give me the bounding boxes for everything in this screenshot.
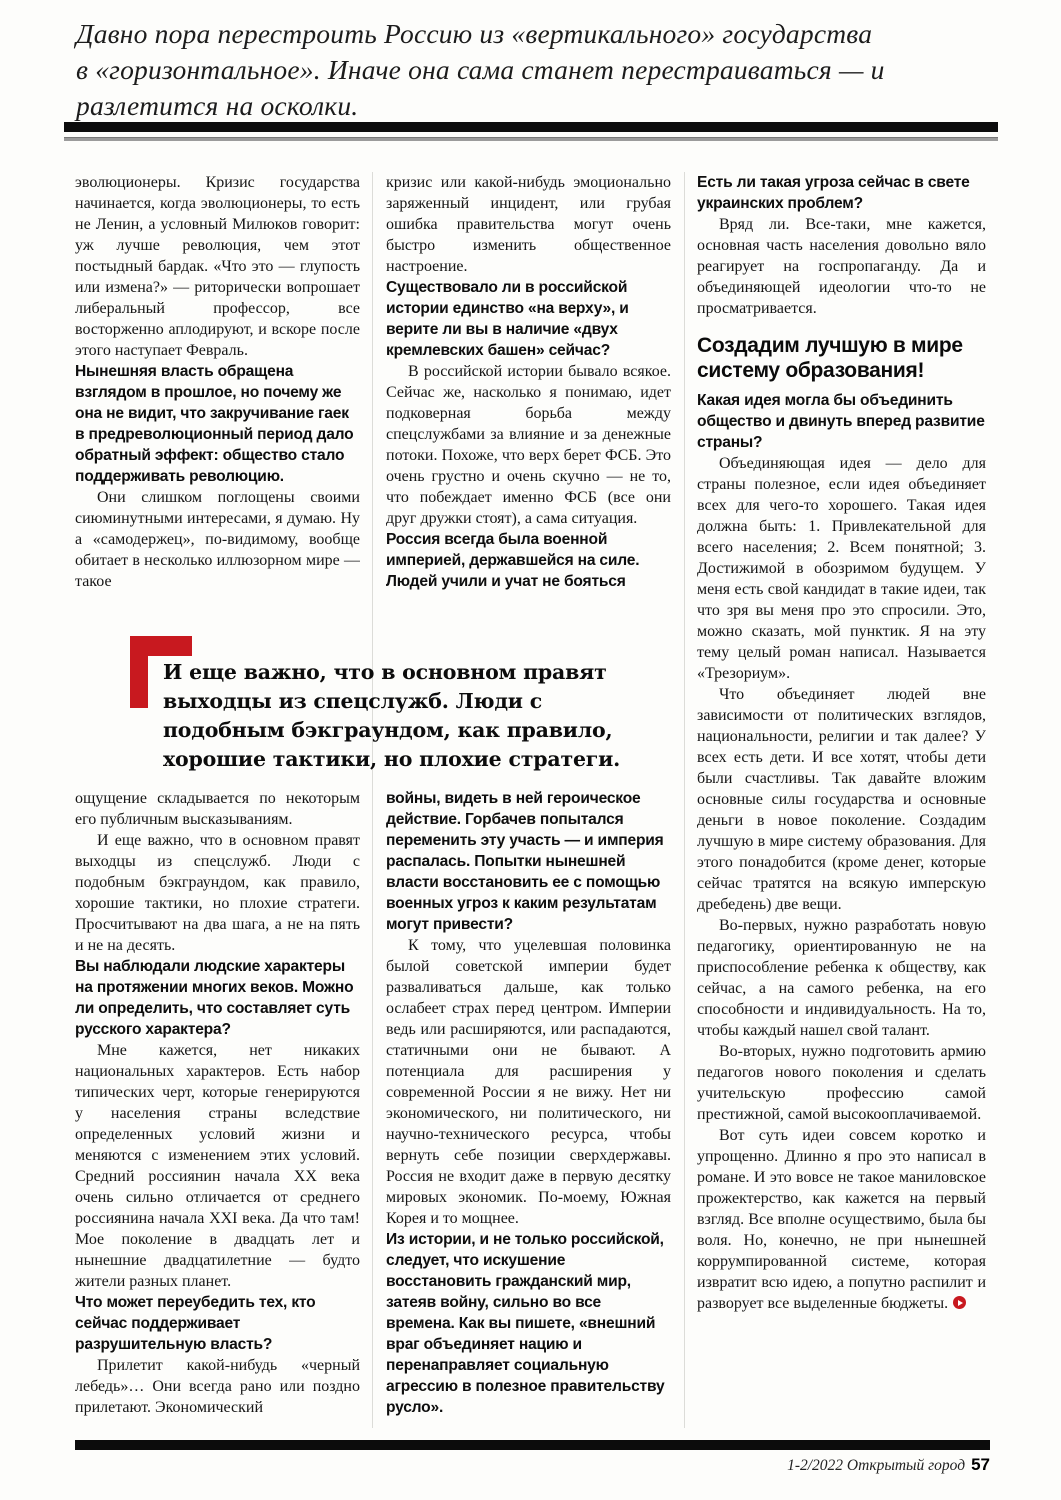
top-rule-thick	[64, 122, 998, 132]
paragraph: эволюционеры. Кризис государства начинается, когда эволюционеры, то есть не Ленин, а условный Милюков говорит: уж лучше революция, чем этот постыдный бардак. «Что это — глупость или измена?» — риторически вопрошает либеральный профессор, все восторженно аплодируют, и вскоре после этого наступает Февраль.	[75, 174, 360, 359]
column-3	[697, 172, 986, 1412]
paragraph: Объединяющая идея — дело для страны полезное, если идея объединяет всех для чего-то хорошего. Такая идея должна быть: 1. Привлекательной для всего населения; 2. Всем понятной; 3. Достижимой в обозримом будущем. У меня есть свой кандидат в такие идеи, так что зря вы меня про это спросили. Это, можно сказать, мой пунктик. Я на эту тему целый роман написал. Называется «Трезориум».	[697, 455, 986, 682]
interview-question: Вы наблюдали людские характеры на протяжении многих веков. Можно ли определить, что составляет суть русского характера?	[75, 958, 354, 1038]
section-heading: Создадим лучшую в мире систему образования!	[697, 334, 963, 382]
interview-question: Какая идея могла бы объединить общество и двинуть вперед развитие страны?	[697, 392, 985, 451]
bottom-rule	[75, 1440, 990, 1450]
paragraph: Прилетит какой-нибудь «черный лебедь»… Они всегда рано или поздно прилетают. Экономический	[75, 1357, 360, 1416]
interview-question: Нынешняя власть обращена взглядом в прошлое, но почему же она не видит, что закручивание гаек в предреволюционный период дало обратный эффект: общество стало поддерживать революцию.	[75, 363, 354, 485]
interview-question: войны, видеть в ней героическое действие. Горбачев попытался переменить эту участь — и империя распалась. Попытки нынешней власти восстановить ее с помощью военных угроз к каким результатам могут привести?	[386, 790, 664, 933]
paragraph	[697, 1125, 986, 1314]
paragraph: Они слишком поглощены своими сиюминутными интересами, я думаю. Ну а «самодержец», по-видимому, вообще обитает в несколько иллюзорном мире — такое	[75, 489, 360, 590]
interview-question: Из истории, и не только российской, следует, что искушение восстановить гражданский мир, затеяв войну, сильно во все времена. Как вы пишете, «внешний враг объединяет нацию и перенаправляет социальную агрессию в полезное правительству русло».	[386, 1231, 665, 1416]
column-1-lower	[75, 788, 360, 1433]
interview-question: Существовало ли в российской истории единство «на верху», и верите ли вы в наличие «двух кремлевских башен» сейчас?	[386, 279, 629, 359]
paragraph: Что объединяет людей вне зависимости от политических взглядов, национальности, религии и так далее? У всех есть дети. И все хотят, чтобы дети были счастливы. Так давайте вложим основные силы государства и основные деньги в новое поколение. Создадим лучшую в мире систему образования. Для этого понадобится (кроме денег, которые сейчас тратятся на всякую имперскую дребедень) две вещи.	[697, 686, 986, 913]
article-end-icon	[953, 1296, 966, 1309]
column-divider	[684, 172, 685, 1428]
page-footer	[787, 1455, 990, 1475]
red-corner-quote-icon	[130, 636, 192, 708]
article-end-triangle	[958, 1300, 963, 1306]
interview-question: Россия всегда была военной империей, державшейся на силе. Людей учили и учат не бояться	[386, 531, 640, 590]
page-headline	[76, 16, 976, 124]
interview-question: Есть ли такая угроза сейчас в свете украинских проблем?	[697, 174, 970, 212]
headline-line: в «горизонтальное». Иначе она сама станет перестраиваться — и	[76, 54, 885, 85]
paragraph: кризис или какой-нибудь эмоционально заряженный инцидент, или грубая ошибка правительства могут очень быстро изменить общественное настроение.	[386, 174, 671, 275]
paragraph: К тому, что уцелевшая половинка былой советской империи будет разваливаться дальше, как только ослабеет страх перед центром. Империи ведь или расширяются, или распадаются, статичными они не бывают. А потенциала для расширения у современной России я не вижу. Нет ни экономического, ни политического, ни научно-технического ресурса, чтобы вернуть себе позиции сверхдержавы. Россия не входит даже в первую десятку мировых экономик. По-моему, Южная Корея и то мощнее.	[386, 937, 671, 1227]
headline-line: Давно пора перестроить Россию из «вертикального» государства	[76, 18, 873, 49]
paragraph: Во-вторых, нужно подготовить армию педагогов нового поколения и сделать учительскую профессию самой престижной, самой высокооплачиваемой.	[697, 1043, 986, 1123]
interview-question: Что может переубедить тех, кто сейчас поддерживает разрушительную власть?	[75, 1294, 316, 1353]
paragraph-text: Вот суть идеи совсем коротко и упрощенно. Длинно я про это написал в романе. И это вовсе не такое маниловское прожектерство, как кажется на первый взгляд. Все вполне осуществимо, была бы воля. Но, конечно, не при нынешней коррумпированной системе, которая извратит всю идею, а попутно распилит и разворует все выделенные бюджеты.	[697, 1127, 986, 1312]
top-rule-thin	[64, 137, 998, 141]
paragraph: Мне кажется, нет никаких национальных характеров. Есть набор типических черт, которые генерируются у населения страны вследствие определенных условий жизни и меняются с изменением этих условий. Средний россиянин начала XX века очень сильно отличается от среднего россиянина начала XXI века. Да что там! Мое поколение в двадцать лет и нынешние двадцатилетние — будто жители разных планет.	[75, 1042, 360, 1290]
column-2-upper	[386, 172, 671, 624]
paragraph: Во-первых, нужно разработать новую педагогику, ориентированную не на приспособление ребенка к обществу, как сейчас, а на самого ребенка, на его способности и индивидуальность. На то, чтобы каждый нашел свой талант.	[697, 917, 986, 1039]
paragraph: Вряд ли. Все-таки, мне кажется, основная часть населения довольно вяло реагирует на госпропаганду. Да и объединяющей идеологии что-то не просматривается.	[697, 216, 986, 317]
issue-label: 1-2/2022 Открытый город	[787, 1457, 966, 1474]
pull-quote	[75, 632, 660, 782]
pull-quote-text: И еще важно, что в основном правят выходцы из спецслужб. Люди с подобным бэкграундом, как правило, хорошие тактики, но плохие стратеги.	[163, 660, 621, 771]
column-1-upper	[75, 172, 360, 624]
column-divider	[372, 172, 373, 1428]
column-2-lower	[386, 788, 671, 1433]
paragraph: В российской истории бывало всякое. Сейчас же, насколько я понимаю, идет подковерная борьба между спецслужбами за влияние и за денежные потоки. Похоже, что верх берет ФСБ. Это очень грустно и очень скучно — не то, что побеждает именно ФСБ (все они друг дружки стоят), а сама ситуация.	[386, 363, 671, 527]
headline-line: разлетится на осколки.	[76, 90, 359, 121]
page-number: 57	[971, 1455, 990, 1474]
paragraph: ощущение складывается по некоторым его публичным высказываниям.	[75, 790, 360, 828]
paragraph: И еще важно, что в основном правят выходцы из спецслужб. Люди с подобным бэкграундом, как правило, хорошие тактики, но плохие стратеги. Просчитывают на два шага, а не на пять и не на десять.	[75, 832, 360, 954]
